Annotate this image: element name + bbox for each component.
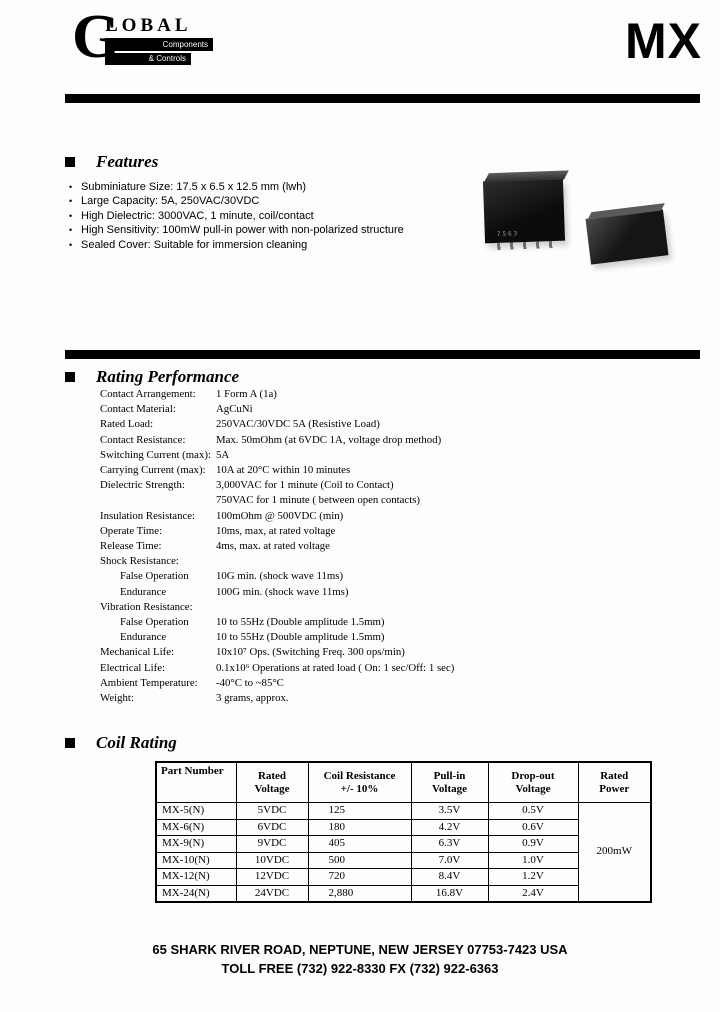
spec-value: 100mOhm @ 500VDC (min) xyxy=(216,509,344,522)
coil-table-cell: 6VDC xyxy=(236,819,308,836)
coil-table-cell: MX-24(N) xyxy=(156,885,236,902)
coil-table-cell: MX-5(N) xyxy=(156,803,236,820)
coil-table-cell: 0.5V xyxy=(488,803,578,820)
relay-photo-back xyxy=(585,209,668,264)
coil-table-row xyxy=(156,803,651,820)
coil-col-header: Rated Voltage xyxy=(236,762,308,803)
spec-value: 10 to 55Hz (Double amplitude 1.5mm) xyxy=(216,631,385,644)
spec-row xyxy=(100,615,675,630)
spec-value: Max. 50mOhm (at 6VDC 1A, voltage drop method) xyxy=(216,433,442,446)
spec-label: Endurance xyxy=(120,631,167,644)
spec-row xyxy=(100,524,675,539)
coil-table-cell: 24VDC xyxy=(236,885,308,902)
spec-row xyxy=(100,509,675,524)
footer-address: 65 SHARK RIVER ROAD, NEPTUNE, NEW JERSEY 07753-7423 USA xyxy=(152,942,568,957)
spec-row xyxy=(100,569,675,584)
feature-item: • Subminiature Size: 17.5 x 6.5 x 12.5 mm (lwh) xyxy=(68,180,468,194)
coil-table-cell: 2.4V xyxy=(488,885,578,902)
spec-row xyxy=(100,661,675,676)
spec-value: 10G min. (shock wave 11ms) xyxy=(216,570,344,583)
spec-label: Insulation Resistance: xyxy=(100,509,196,522)
coil-table-cell: 10VDC xyxy=(236,852,308,869)
spec-row xyxy=(100,691,675,706)
logo-components-bar: Components xyxy=(105,38,213,51)
rating-list xyxy=(100,387,675,706)
coil-table-cell: 1.0V xyxy=(488,852,578,869)
coil-table-cell: 8.4V xyxy=(411,869,488,886)
feature-item: • Large Capacity: 5A, 250VAC/30VDC xyxy=(68,194,468,208)
spec-label: Vibration Resistance: xyxy=(100,600,193,613)
coil-table-cell: 3.5V xyxy=(411,803,488,820)
spec-row xyxy=(100,433,675,448)
spec-label: False Operation xyxy=(120,616,189,629)
spec-value: 10 to 55Hz (Double amplitude 1.5mm) xyxy=(216,616,385,629)
spec-row xyxy=(100,387,675,402)
spec-label: Mechanical Life: xyxy=(100,646,175,659)
coil-table-cell: 720 xyxy=(308,869,411,886)
spec-value: AgCuNi xyxy=(216,403,253,416)
spec-value: 250VAC/30VDC 5A (Resistive Load) xyxy=(216,418,380,431)
spec-row xyxy=(100,493,675,508)
coil-table-cell: 7.0V xyxy=(411,852,488,869)
coil-table-cell: MX-12(N) xyxy=(156,869,236,886)
coil-table-head-row xyxy=(156,762,651,803)
spec-value: 1 Form A (1a) xyxy=(216,388,277,400)
coil-table-cell: 2,880 xyxy=(308,885,411,902)
relay-photo-front xyxy=(483,179,565,244)
spec-value: 3 grams, approx. xyxy=(216,692,289,705)
spec-row xyxy=(100,600,675,615)
spec-row xyxy=(100,448,675,463)
spec-value xyxy=(216,600,675,615)
features-list xyxy=(68,180,468,252)
coil-table-row xyxy=(156,869,651,886)
product-photos xyxy=(478,166,678,291)
coil-table-cell: 125 xyxy=(308,803,411,820)
coil-col-header: Drop-out Voltage xyxy=(488,762,578,803)
coil-table-row xyxy=(156,819,651,836)
spec-row xyxy=(100,554,675,569)
logo-controls-bar: & Controls xyxy=(105,53,191,65)
spec-row xyxy=(100,478,675,493)
coil-table-cell: 16.8V xyxy=(411,885,488,902)
spec-row xyxy=(100,676,675,691)
spec-label: Endurance xyxy=(120,585,167,598)
spec-label: Shock Resistance: xyxy=(100,555,179,568)
spec-row xyxy=(100,463,675,478)
company-logo xyxy=(72,3,213,71)
spec-row xyxy=(100,645,675,660)
coil-table-cell: 1.2V xyxy=(488,869,578,886)
coil-table-cell: 0.6V xyxy=(488,819,578,836)
spec-label: Ambient Temperature: xyxy=(100,676,198,689)
coil-table-row xyxy=(156,836,651,853)
spec-value: 3,000VAC for 1 minute (Coil to Contact) xyxy=(216,479,394,492)
coil-table-body xyxy=(156,803,651,903)
spec-row xyxy=(100,539,675,554)
coil-col-header: Rated Power xyxy=(578,762,651,803)
coil-table-row xyxy=(156,885,651,902)
spec-value: -40°C to ~85°C xyxy=(216,676,284,689)
spec-label: Release Time: xyxy=(100,540,162,553)
spec-value: 750VAC for 1 minute ( between open contacts) xyxy=(216,494,420,507)
spec-label: Switching Current (max): xyxy=(100,448,211,461)
spec-label: Carrying Current (max): xyxy=(100,464,206,477)
spec-value xyxy=(216,554,675,569)
spec-label: False Operation xyxy=(120,570,189,583)
coil-table-cell: MX-6(N) xyxy=(156,819,236,836)
spec-row xyxy=(100,585,675,600)
spec-label: Electrical Life: xyxy=(100,661,166,674)
spec-label: Rated Load: xyxy=(100,418,154,431)
features-heading: Features xyxy=(65,152,158,172)
footer-phone: TOLL FREE (732) 922-8330 FX (732) 922-6363 xyxy=(221,960,499,976)
logo-text-block xyxy=(105,16,213,65)
coil-table-row xyxy=(156,852,651,869)
feature-item: • High Sensitivity: 100mW pull-in power with non-polarized structure xyxy=(68,223,468,237)
coil-table-cell: 5VDC xyxy=(236,803,308,820)
coil-rating-table xyxy=(155,761,652,903)
product-series-title: MX xyxy=(625,13,702,69)
coil-col-header: Pull-in Voltage xyxy=(411,762,488,803)
footer xyxy=(0,941,720,978)
coil-table-cell: MX-10(N) xyxy=(156,852,236,869)
spec-label: Operate Time: xyxy=(100,524,163,537)
coil-table-cell: 12VDC xyxy=(236,869,308,886)
coil-table-cell: MX-9(N) xyxy=(156,836,236,853)
coil-table-cell: 405 xyxy=(308,836,411,853)
spec-label: Contact Arrangement: xyxy=(100,388,196,400)
spec-value: 0.1x10⁶ Operations at rated load ( On: 1 sec/Off: 1 sec) xyxy=(216,661,455,674)
feature-item: • High Dielectric: 3000VAC, 1 minute, coil/contact xyxy=(68,209,468,223)
spec-value: 10ms, max, at rated voltage xyxy=(216,524,336,537)
coil-heading: Coil Rating xyxy=(65,733,177,753)
spec-row xyxy=(100,417,675,432)
spec-row xyxy=(100,630,675,645)
coil-col-header: Coil Resistance +/- 10% xyxy=(308,762,411,803)
divider-bar-middle xyxy=(65,350,700,359)
rated-power-cell: 200mW xyxy=(578,803,651,903)
coil-table-cell: 6.3V xyxy=(411,836,488,853)
relay-marking: 7563 xyxy=(496,230,520,238)
coil-table-cell: 4.2V xyxy=(411,819,488,836)
spec-value: 4ms, max. at rated voltage xyxy=(216,540,330,553)
spec-value: 5A xyxy=(216,448,230,461)
rating-heading: Rating Performance xyxy=(65,367,239,387)
coil-table-cell: 180 xyxy=(308,819,411,836)
spec-label: Weight: xyxy=(100,692,134,705)
spec-value: 100G min. (shock wave 11ms) xyxy=(216,585,349,598)
divider-bar-top xyxy=(65,94,700,103)
spec-value: 10A at 20°C within 10 minutes xyxy=(216,464,351,477)
spec-value: 10x10⁷ Ops. (Switching Freq. 300 ops/min) xyxy=(216,646,405,659)
coil-table-cell: 500 xyxy=(308,852,411,869)
coil-col-header: Part Number xyxy=(156,762,236,803)
spec-label: Dielectric Strength: xyxy=(100,479,185,492)
spec-label: Contact Resistance: xyxy=(100,433,186,446)
coil-table-cell: 0.9V xyxy=(488,836,578,853)
logo-wordmark: LOBAL xyxy=(105,15,192,36)
coil-table-cell: 9VDC xyxy=(236,836,308,853)
spec-row xyxy=(100,402,675,417)
logo-g-mark: G xyxy=(72,3,121,71)
spec-label xyxy=(100,493,216,508)
feature-item: • Sealed Cover: Suitable for immersion cleaning xyxy=(68,238,468,252)
spec-label: Contact Material: xyxy=(100,403,176,416)
